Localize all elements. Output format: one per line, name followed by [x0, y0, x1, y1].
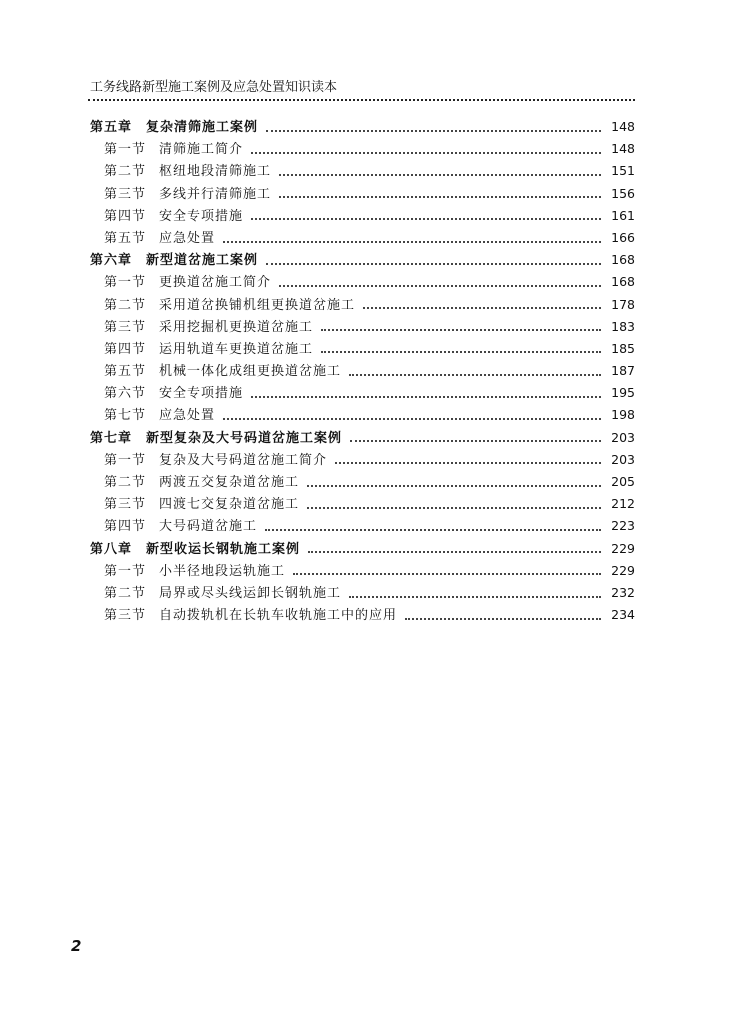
section-title: 清筛施工简介: [159, 142, 244, 158]
dot-leader: [223, 417, 601, 420]
section-title: 运用轨道车更换道岔施工: [159, 341, 314, 357]
section-number: 第三节: [104, 319, 147, 335]
dot-leader: [349, 373, 601, 376]
toc-page-number: 223: [611, 518, 635, 534]
dot-leader: [251, 395, 601, 398]
dot-leader: [251, 217, 601, 220]
toc-section-entry[interactable]: [90, 383, 635, 405]
toc-page-number: 229: [611, 562, 635, 578]
chapter-title: 复杂清筛施工案例: [146, 120, 259, 135]
toc-page-number: 161: [611, 207, 635, 223]
chapter-number: 第五章: [90, 120, 133, 135]
section-number: 第三节: [104, 497, 147, 513]
dot-leader: [251, 151, 601, 154]
dot-leader: [266, 129, 601, 132]
running-header: 工务线路新型施工案例及应急处置知识读本: [90, 80, 338, 95]
chapter-number: 第八章: [90, 541, 133, 557]
dot-leader: [279, 195, 601, 198]
section-number: 第二节: [104, 475, 147, 490]
toc-page-number: 148: [611, 141, 635, 157]
toc-page-number: 203: [611, 451, 635, 467]
section-title: 采用挖掘机更换道岔施工: [159, 319, 314, 335]
toc-section-entry[interactable]: [90, 228, 635, 250]
section-title: 应急处置: [159, 408, 216, 424]
section-title: 安全专项措施: [159, 386, 244, 402]
toc-section-entry[interactable]: [90, 206, 635, 228]
section-number: 第一节: [104, 142, 147, 158]
section-title: 小半径地段运轨施工: [159, 563, 286, 579]
toc-page-number: 166: [611, 229, 635, 245]
section-number: 第三节: [104, 608, 147, 624]
toc-section-entry[interactable]: [90, 472, 635, 494]
toc-section-entry[interactable]: [90, 317, 635, 339]
dot-leader: [265, 528, 601, 531]
section-number: 第四节: [104, 341, 147, 357]
dot-leader: [266, 262, 601, 265]
dot-leader: [321, 328, 601, 331]
dot-leader: [308, 550, 601, 553]
header-divider: [88, 99, 635, 101]
section-number: 第四节: [104, 208, 147, 224]
toc-section-entry[interactable]: [90, 405, 635, 427]
toc-section-entry[interactable]: [90, 450, 635, 472]
dot-leader: [223, 240, 601, 243]
toc-page-number: 168: [611, 274, 635, 290]
toc-page-number: 151: [611, 163, 635, 179]
toc-section-entry[interactable]: [90, 139, 635, 161]
toc-section-entry[interactable]: [90, 516, 635, 538]
dot-leader: [405, 617, 601, 620]
section-number: 第五节: [104, 230, 147, 246]
dot-leader: [363, 306, 601, 309]
toc-section-entry[interactable]: [90, 272, 635, 294]
page-number: 2: [71, 937, 82, 955]
dot-leader: [349, 595, 601, 598]
dot-leader: [350, 439, 601, 442]
chapter-title: 新型复杂及大号码道岔施工案例: [146, 430, 343, 446]
section-title: 枢纽地段清筛施工: [159, 164, 272, 180]
dot-leader: [321, 350, 601, 353]
toc-section-entry[interactable]: [90, 583, 635, 605]
chapter-number: 第六章: [90, 253, 133, 269]
table-of-contents: [90, 117, 635, 627]
toc-section-entry[interactable]: [90, 605, 635, 627]
dot-leader: [335, 461, 601, 464]
toc-chapter-entry[interactable]: [90, 428, 635, 450]
section-title: 自动拨轨机在长轨车收轨施工中的应用: [159, 608, 398, 624]
toc-page-number: 229: [611, 540, 635, 556]
toc-page-number: 148: [611, 119, 635, 134]
section-title: 大号码道岔施工: [159, 519, 258, 535]
section-title: 安全专项措施: [159, 208, 244, 224]
toc-section-entry[interactable]: [90, 295, 635, 317]
section-title: 四渡七交复杂道岔施工: [159, 497, 300, 513]
toc-page-number: 183: [611, 318, 635, 334]
toc-page-number: 185: [611, 340, 635, 356]
toc-page-number: 234: [611, 607, 635, 623]
toc-page-number: 232: [611, 584, 635, 600]
toc-section-entry[interactable]: [90, 184, 635, 206]
toc-section-entry[interactable]: [90, 161, 635, 183]
section-number: 第一节: [104, 563, 147, 579]
chapter-number: 第七章: [90, 430, 133, 446]
toc-section-entry[interactable]: [90, 494, 635, 516]
section-number: 第二节: [104, 164, 147, 180]
section-number: 第三节: [104, 186, 147, 202]
toc-section-entry[interactable]: [90, 561, 635, 583]
toc-page-number: 178: [611, 296, 635, 312]
toc-page-number: 198: [611, 407, 635, 423]
toc-page-number: 156: [611, 185, 635, 201]
toc-section-entry[interactable]: [90, 361, 635, 383]
toc-page-number: 187: [611, 363, 635, 379]
section-title: 采用道岔换铺机组更换道岔施工: [159, 297, 356, 313]
section-title: 两渡五交复杂道岔施工: [159, 475, 300, 490]
section-number: 第六节: [104, 386, 147, 402]
section-number: 第七节: [104, 408, 147, 424]
toc-page-number: 205: [611, 474, 635, 489]
toc-chapter-entry[interactable]: [90, 117, 635, 139]
section-title: 机械一体化成组更换道岔施工: [159, 364, 342, 380]
dot-leader: [307, 506, 601, 509]
section-title: 应急处置: [159, 230, 216, 246]
section-number: 第二节: [104, 297, 147, 313]
toc-page-number: 195: [611, 385, 635, 401]
toc-chapter-entry[interactable]: [90, 539, 635, 561]
toc-page-number: 212: [611, 496, 635, 512]
chapter-title: 新型收运长钢轨施工案例: [146, 541, 301, 557]
dot-leader: [279, 284, 601, 287]
section-title: 多线并行清筛施工: [159, 186, 272, 202]
toc-section-entry[interactable]: [90, 339, 635, 361]
section-number: 第一节: [104, 452, 147, 468]
toc-chapter-entry[interactable]: [90, 250, 635, 272]
dot-leader: [293, 572, 601, 575]
dot-leader: [279, 173, 601, 176]
toc-page-number: 168: [611, 252, 635, 268]
section-title: 局界或尽头线运卸长钢轨施工: [159, 585, 342, 601]
section-number: 第四节: [104, 519, 147, 535]
chapter-title: 新型道岔施工案例: [146, 253, 259, 269]
section-number: 第二节: [104, 585, 147, 601]
dot-leader: [307, 484, 601, 487]
section-title: 复杂及大号码道岔施工简介: [159, 452, 328, 468]
section-title: 更换道岔施工简介: [159, 275, 272, 291]
section-number: 第一节: [104, 275, 147, 291]
toc-page-number: 203: [611, 429, 635, 445]
section-number: 第五节: [104, 364, 147, 380]
